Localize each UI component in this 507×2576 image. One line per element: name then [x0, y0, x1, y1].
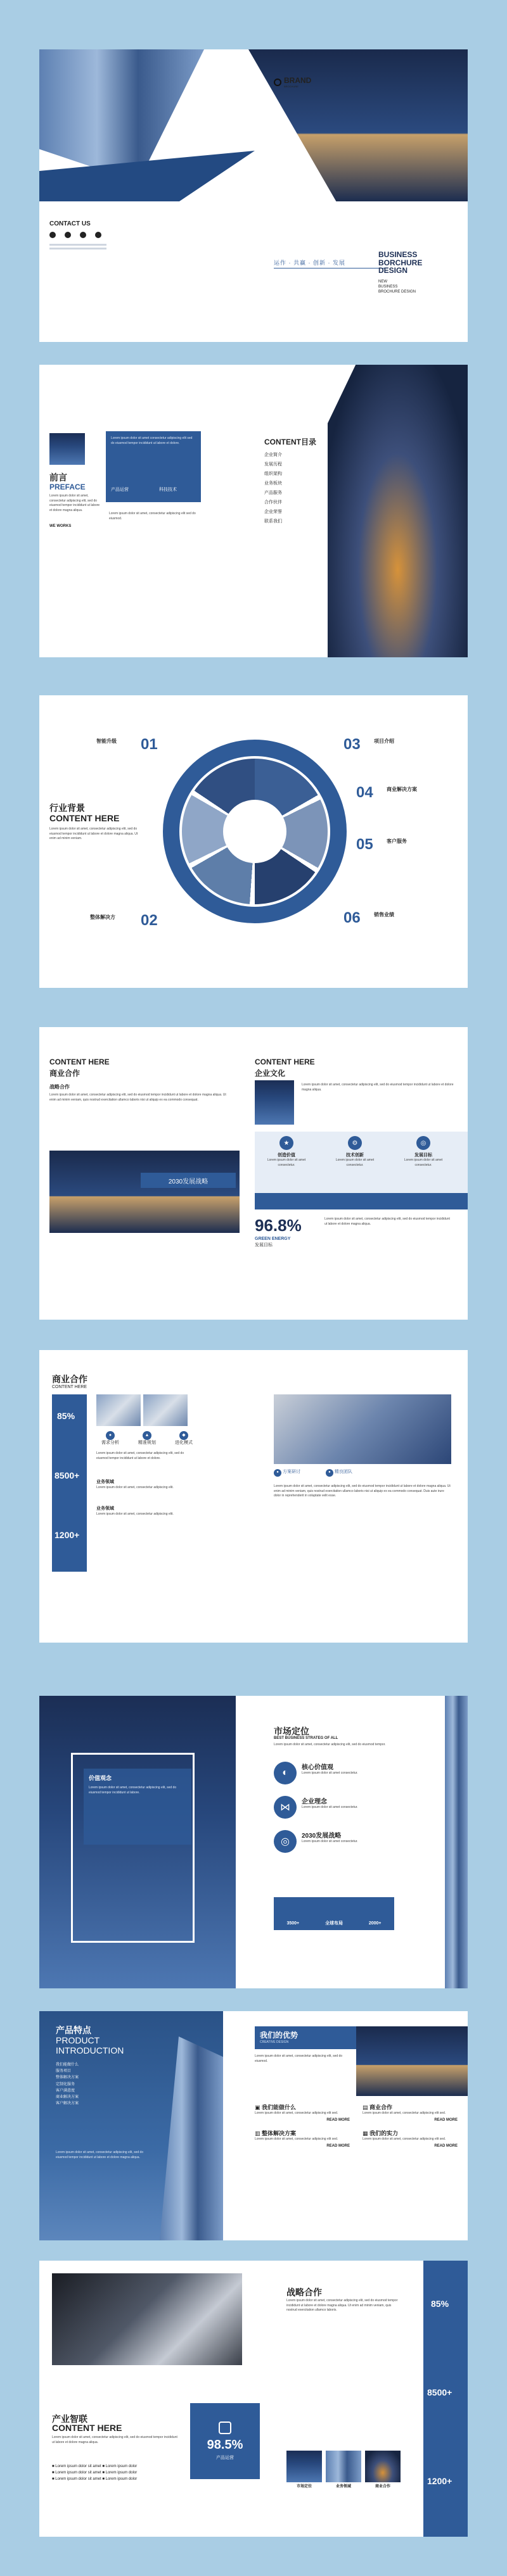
mail-icon — [65, 232, 71, 238]
cover-title-line: BORCHURE — [378, 258, 423, 267]
strategy-photo — [286, 2451, 322, 2482]
mini-label: 进化模式 — [175, 1441, 193, 1445]
chart-icon: ▲ — [143, 1431, 151, 1440]
r-item-label: 精良团队 — [334, 1470, 352, 1475]
read-more-button[interactable]: READ MORE — [326, 2144, 350, 2148]
bullet-row: ■ Lorem ipsum dolor sit amet ■ Lorem ipsum dolor — [52, 2465, 138, 2468]
read-more-button[interactable]: READ MORE — [434, 2144, 458, 2148]
target-icon: ◎ — [416, 1136, 430, 1150]
we-works: WE WORKS — [49, 524, 72, 528]
culture-item — [398, 1136, 449, 1168]
strategy-label: 业务领域 — [335, 2485, 351, 2489]
panel-tag-1: 产品运营 — [111, 488, 129, 492]
culture-item-text: Lorem ipsum dolor sit amet consectetur. — [267, 1158, 306, 1167]
adv-card-title: 我们能做什么 — [262, 2104, 297, 2111]
spread-circle — [39, 695, 468, 988]
banner-text: 2030发展战略 — [168, 1178, 209, 1185]
percent-box — [190, 2403, 260, 2479]
item-label: 销售业绩 — [374, 912, 394, 918]
phone-icon — [49, 232, 56, 238]
mini-item — [96, 1431, 124, 1446]
point-text: Lorem ipsum dolor sit amet consectetur. — [302, 1771, 358, 1775]
product-list — [56, 2062, 79, 2107]
location-icon — [80, 232, 86, 238]
growth-percent: 96.8% — [255, 1216, 302, 1235]
growth-cn: 发展目标 — [255, 1243, 273, 1247]
toc-item[interactable]: 组织架构 — [264, 472, 282, 476]
left-text: Lorem ipsum dolor sit amet, consectetur adipiscing elit, sed do eiusmod tempor incididunt ut labore et dolore magna aliqua. Ut enim ad minim veniam, quis nostrud exercitation ullamco laboris nisi ut aliquip ex ea commodo consequat. — [49, 1093, 226, 1102]
strategy-photo — [326, 2451, 361, 2482]
mini-item — [170, 1431, 198, 1446]
partner-label: 业务领域 — [96, 1506, 114, 1511]
strategy-title: 战略合作 — [286, 2287, 322, 2297]
partner-text: Lorem ipsum dolor sit amet, consectetur adipiscing elit. — [96, 1512, 174, 1516]
culture-icons — [261, 1136, 449, 1168]
stat-num: 3500+ — [286, 1921, 300, 1926]
toc-list — [264, 450, 328, 526]
item-label: 整体解决方 — [90, 914, 115, 920]
adv-card-text: Lorem ipsum dolor sit amet, consectetur adipiscing elit sed. — [255, 2111, 338, 2115]
product-list-item: 定制化服务 — [56, 2082, 75, 2087]
adv-card-text: Lorem ipsum dolor sit amet, consectetur adipiscing elit sed. — [255, 2137, 338, 2142]
brand-name: BRAND — [284, 76, 312, 85]
preface-photo-small — [49, 433, 85, 465]
mini-label: 精准规划 — [138, 1441, 156, 1445]
percent-value: 98.5% — [207, 2437, 243, 2452]
industry-title-cn: 产业智联 — [52, 2414, 87, 2424]
culture-item — [330, 1136, 380, 1168]
industry-title-en: CONTENT HERE — [52, 2423, 122, 2433]
coop-text: Lorem ipsum dolor sit amet, consectetur adipiscing elit, sed do eiusmod tempor incididunt ut labore et dolore. — [96, 1451, 184, 1460]
point-label: 核心价值观 — [302, 1764, 333, 1771]
coop-photo-2 — [143, 1394, 188, 1426]
culture-item-text: Lorem ipsum dolor sit amet consectetur. — [335, 1158, 375, 1167]
background-title-cn: 行业背景 — [49, 803, 85, 813]
adv-card — [255, 2103, 350, 2123]
laptop-photo — [52, 2273, 242, 2365]
cover-sub-line: BUSINESS — [378, 284, 398, 289]
preface-text: Lorem ipsum dolor sit amet, consectetur adipiscing elit, sed do eiusmod tempor incididunt ut labore et dolore magna aliqua. — [49, 494, 100, 512]
share-icon: ⋈ — [274, 1796, 297, 1819]
right-title-en: CONTENT HERE — [255, 1058, 315, 1066]
mini-label: 需求分析 — [101, 1441, 119, 1445]
adv-card-title: 整体解决方案 — [262, 2130, 297, 2137]
r-item-label: 方案研讨 — [282, 1470, 300, 1475]
stat-num: 2000+ — [368, 1921, 382, 1926]
culture-item-label: 创造价值 — [278, 1153, 295, 1158]
stat-value: 85% — [57, 1411, 75, 1421]
adv-card-title: 我们的实力 — [369, 2130, 399, 2137]
adv-card — [363, 2129, 458, 2149]
cover-subtitle — [378, 280, 416, 294]
brand-sub: BROCHURE — [284, 85, 298, 88]
monitor-icon: ▣ — [255, 2104, 260, 2111]
industry-text: Lorem ipsum dolor sit amet, consectetur adipiscing elit, sed do eiusmod tempor incididunt ut labore et dolore magna aliqua. — [52, 2435, 177, 2444]
adv-title: 我们的优势 — [260, 2031, 298, 2040]
spread-industry — [39, 2261, 468, 2537]
spread-cover — [39, 49, 468, 342]
item-number: 01 — [141, 736, 158, 753]
spread-culture — [39, 1027, 468, 1320]
cover-sub-line: NEW — [378, 280, 387, 284]
strategy-label: 市场定位 — [296, 2485, 312, 2489]
contact-title: CONTACT US — [49, 220, 91, 227]
stats-band — [274, 1897, 394, 1930]
team-icon: ● — [326, 1469, 333, 1477]
brand-logo — [274, 76, 311, 88]
point-label: 企业理念 — [302, 1798, 327, 1805]
left-subtitle: 战略合作 — [49, 1084, 70, 1090]
pin-icon: ● — [106, 1431, 115, 1440]
market-point — [274, 1796, 384, 1819]
strategy-text: Lorem ipsum dolor sit amet, consectetur adipiscing elit, sed do eiusmod tempor incididunt ut labore et dolore magna aliqua. Ut enim ad minim veniam, quis nostrud exercitation ullamco laboris. — [286, 2299, 398, 2312]
cycle-icon: ◆ — [179, 1431, 188, 1440]
coop-photo-1 — [96, 1394, 141, 1426]
cover-tagline: 运作 · 共赢 · 创新 · 发展 — [274, 260, 345, 266]
adv-text: Lorem ipsum dolor sit amet, consectetur adipiscing elit, sed do eiusmod. — [255, 2054, 343, 2063]
preface-title-en: PREFACE — [49, 483, 86, 491]
percent-icon — [219, 2421, 231, 2434]
value-title: 价值观念 — [89, 1775, 112, 1781]
product-list-item: 整体解决方案 — [56, 2076, 79, 2080]
preface-col-text: Lorem ipsum dolor sit amet, consectetur adipiscing elit sed do eiusmod. — [109, 512, 196, 521]
preface-skyscraper-photo — [328, 365, 468, 657]
banner-bar — [141, 1173, 236, 1188]
adv-cards — [255, 2103, 458, 2149]
toc-item[interactable]: 产品服务 — [264, 491, 282, 495]
product-list-item: 我们能做什么 — [56, 2063, 79, 2067]
r-item — [326, 1469, 352, 1477]
adv-card-title: 商业合作 — [369, 2104, 393, 2111]
mini-icons — [96, 1431, 198, 1446]
strategy-photo — [365, 2451, 401, 2482]
adv-card-text: Lorem ipsum dolor sit amet, consectetur adipiscing elit sed. — [363, 2137, 446, 2142]
strategy-label: 商业合作 — [375, 2485, 390, 2489]
growth-text: Lorem ipsum dolor sit amet, consectetur adipiscing elit, sed do eiusmod tempor incididunt ut labore et dolore magna aliqua. — [324, 1217, 450, 1226]
stat-value: 8500+ — [55, 1470, 80, 1481]
globe-icon: ◎ — [274, 1830, 297, 1853]
growth-en: GREEN ENERGY — [255, 1237, 291, 1241]
coop-title-cn: 商业合作 — [52, 1374, 87, 1384]
cover-title-line: BUSINESS — [378, 250, 418, 259]
cover-city-photo — [248, 49, 468, 201]
item-number: 02 — [141, 912, 158, 929]
adv-card — [363, 2103, 458, 2123]
culture-item — [261, 1136, 312, 1168]
percent-caption: 产品运营 — [216, 2455, 234, 2460]
product-title-en1: PRODUCT — [56, 2035, 100, 2045]
product-list-item: 商业解决方案 — [56, 2095, 79, 2099]
cover-sub-line: BROCHURE DESIGN — [378, 289, 416, 294]
panel-text: Lorem ipsum dolor sit amet consectetur adipiscing elit sed do eiusmod tempor incididunt ut labore et dolore. — [111, 436, 193, 445]
bullet-row: ■ Lorem ipsum dolor sit amet ■ Lorem ipsum dolor — [52, 2477, 138, 2482]
r-small-items — [274, 1469, 352, 1477]
content-title: CONTENT目录 — [264, 438, 316, 446]
background-title-en: CONTENT HERE — [49, 813, 120, 823]
culture-item-text: Lorem ipsum dolor sit amet consectetur. — [404, 1158, 443, 1167]
r-text: Lorem ipsum dolor sit amet, consectetur adipiscing elit, sed do eiusmod tempor incididunt ut labore et dolore magna aliqua. Ut enim ad minim veniam, quis nostrud exercitation ullamco laboris nisi ut aliquip ex ea commodo consequat. Duis aute irure dolor in reprehenderit in voluptate velit esse. — [274, 1484, 451, 1498]
market-points — [274, 1762, 384, 1853]
toc-item[interactable]: 业务板块 — [264, 481, 282, 486]
adv-card-text: Lorem ipsum dolor sit amet, consectetur adipiscing elit sed. — [363, 2111, 446, 2115]
coop-title-en: CONTENT HERE — [52, 1385, 87, 1389]
logo-circle-icon — [274, 79, 281, 86]
product-list-item: 客户解决方案 — [56, 2102, 79, 2106]
item-label: 商业解决方案 — [387, 786, 417, 792]
spread-market — [39, 1696, 468, 1988]
stat-value: 1200+ — [55, 1530, 80, 1540]
contact-icons — [49, 232, 101, 238]
industry-bullets — [52, 2463, 179, 2483]
left-city-photo — [49, 1151, 240, 1233]
item-number: 06 — [343, 909, 361, 926]
cover-title-line: DESIGN — [378, 266, 408, 275]
spread-preface — [39, 365, 468, 657]
culture-band-bottom — [255, 1193, 468, 1209]
panel-tag-2: 科技技术 — [159, 488, 177, 492]
market-point — [274, 1830, 384, 1853]
adv-sub: CREATIVE DESIGN — [260, 2040, 289, 2044]
item-label: 客户服务 — [387, 838, 407, 844]
market-right-strip — [445, 1696, 468, 1988]
briefcase-icon: ▤ — [363, 2104, 368, 2111]
web-icon — [95, 232, 101, 238]
handshake-photo — [274, 1394, 451, 1464]
cover-title — [378, 251, 422, 275]
strength-label: 业务领域 — [96, 1480, 114, 1484]
stat-value: 85% — [431, 2299, 449, 2309]
toc-item[interactable]: 企业简介 — [264, 453, 282, 457]
point-text: Lorem ipsum dolor sit amet consectetur. — [302, 1840, 358, 1843]
read-more-button[interactable]: READ MORE — [434, 2118, 458, 2122]
bullet-row: ■ Lorem ipsum dolor sit amet ■ Lorem ipsum dolor — [52, 2471, 138, 2475]
read-more-button[interactable]: READ MORE — [326, 2118, 350, 2122]
stat-column — [52, 1394, 87, 1572]
adv-card — [255, 2129, 350, 2149]
stat-value: 1200+ — [427, 2476, 452, 2486]
left-title-cn: 商业合作 — [49, 1069, 80, 1078]
product-list-item: 服务项目 — [56, 2069, 72, 2074]
discuss-icon: ● — [274, 1469, 281, 1477]
toc-item[interactable]: 联系我们 — [264, 519, 282, 524]
preface-blue-panel — [106, 431, 201, 502]
point-label: 2030发展战略 — [302, 1833, 342, 1840]
strategy-photos — [286, 2451, 401, 2482]
market-title-cn: 市场定位 — [274, 1726, 309, 1736]
stat-value: 8500+ — [427, 2387, 452, 2397]
adv-photo — [356, 2026, 468, 2096]
product-text: Lorem ipsum dolor sit amet, consectetur adipiscing elit, sed do eiusmod tempor incididunt ut labore et dolore magna aliqua. — [56, 2150, 144, 2159]
toc-item[interactable]: 企业荣誉 — [264, 510, 282, 514]
preface-title-cn: 前言 — [49, 472, 67, 483]
item-label: 项目介绍 — [374, 738, 394, 744]
right-text: Lorem ipsum dolor sit amet, consectetur adipiscing elit, sed do eiusmod tempor incididunt ut labore et dolore magna aliqua. — [302, 1083, 454, 1092]
spread-cooperation — [39, 1350, 468, 1643]
toc-item[interactable]: 发展历程 — [264, 462, 282, 467]
adv-header — [255, 2026, 356, 2049]
strength-text: Lorem ipsum dolor sit amet, consectetur adipiscing elit. — [96, 1486, 174, 1489]
contact-details — [49, 242, 106, 251]
gear-icon: ⚙ — [348, 1136, 362, 1150]
culture-item-label: 发展目标 — [414, 1153, 432, 1158]
product-list-item: 客户满意度 — [56, 2088, 75, 2093]
right-title-cn: 企业文化 — [255, 1069, 286, 1078]
item-number: 03 — [343, 736, 361, 753]
market-point — [274, 1762, 384, 1784]
item-label: 智能升级 — [96, 738, 117, 744]
product-title-en2: INTRODUCTION — [56, 2045, 124, 2055]
item-number: 04 — [356, 784, 373, 801]
left-title-en: CONTENT HERE — [49, 1058, 110, 1066]
r-item — [274, 1469, 300, 1477]
toc-item[interactable]: 合作伙伴 — [264, 500, 282, 505]
market-title-en: BEST BUSINESS STRATEG OF ALL — [274, 1736, 338, 1740]
market-text: Lorem ipsum dolor sit amet, consectetur adipiscing elit, sed do eiusmod tempor. — [274, 1743, 386, 1746]
building-icon: ▥ — [255, 2130, 260, 2137]
product-title-cn: 产品特点 — [56, 2025, 91, 2035]
chart-icon: ▦ — [363, 2130, 368, 2137]
item-number: 05 — [356, 836, 373, 853]
right-photo — [255, 1080, 294, 1125]
pie-icon: ◐ — [274, 1762, 297, 1784]
circle-center — [223, 800, 286, 863]
culture-item-label: 技术创新 — [346, 1153, 364, 1158]
value-text: Lorem ipsum dolor sit amet, consectetur adipiscing elit, sed do eiusmod tempor incididunt ut labore. — [89, 1786, 177, 1795]
value-icon: ★ — [279, 1136, 293, 1150]
strategy-labels — [286, 2485, 401, 2490]
stat-num: 全球布局 — [324, 1921, 343, 1926]
point-text: Lorem ipsum dolor sit amet consectetur. — [302, 1805, 358, 1809]
value-box — [84, 1769, 191, 1845]
background-text: Lorem ipsum dolor sit amet, consectetur adipiscing elit, sed do eiusmod tempor incididunt ut labore et dolore magna aliqua. Ut enim ad minim veniam. — [49, 827, 138, 840]
mini-item — [133, 1431, 161, 1446]
spread-product — [39, 2011, 468, 2240]
